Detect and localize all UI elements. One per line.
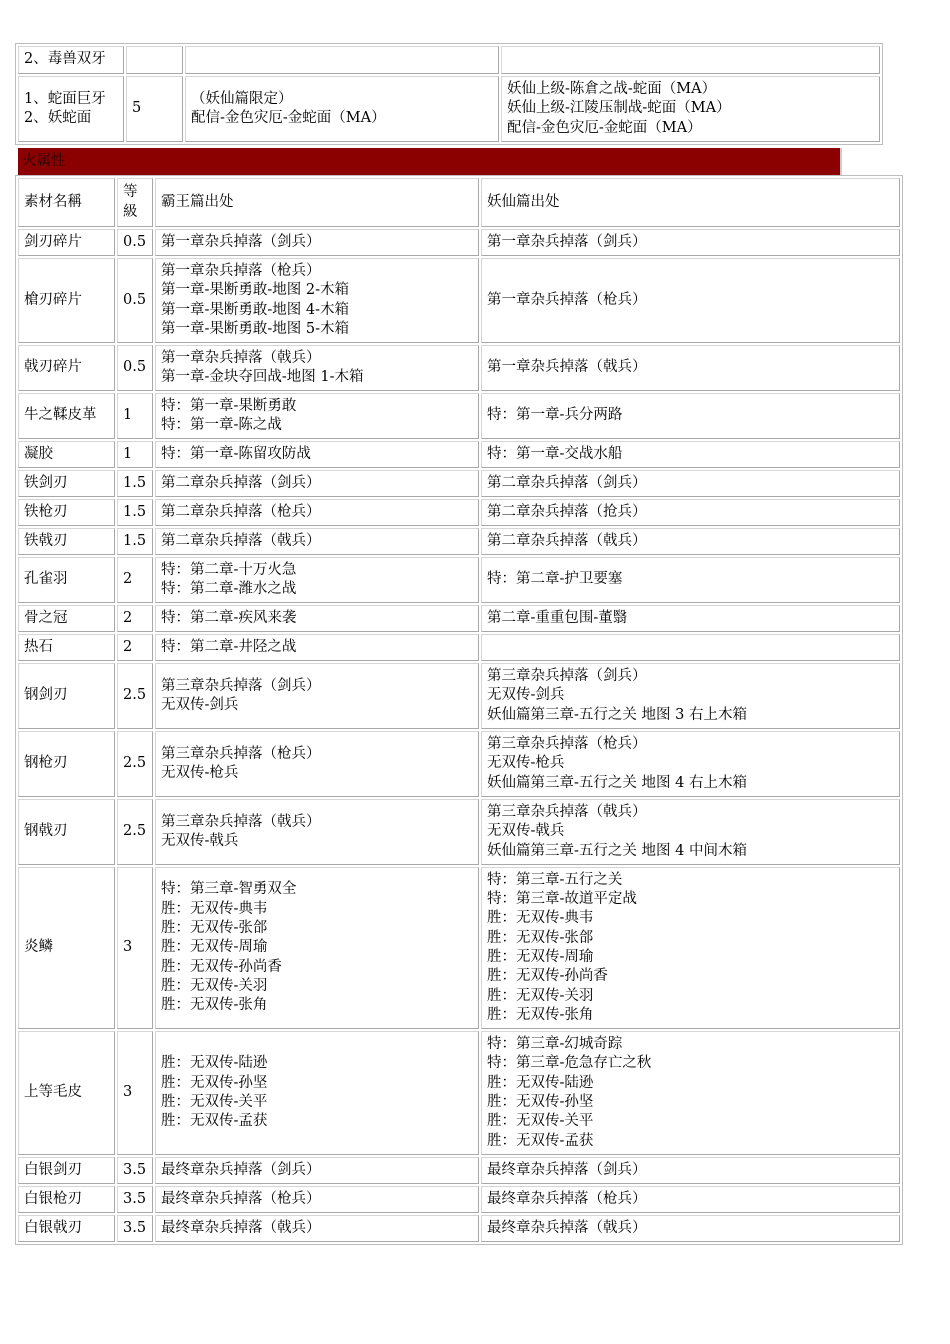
table-row [18, 731, 900, 797]
table-row [18, 258, 900, 343]
haou-source-cell: （妖仙篇限定） 配信-金色灾厄-金蛇面（MA） [185, 76, 499, 142]
yousen-source-cell: 最终章杂兵掉落（戟兵） [481, 1215, 900, 1242]
material-name-cell: 戟刃碎片 [18, 345, 115, 391]
yousen-source-cell: 特：第三章-五行之关 特：第三章-故道平定战 胜：无双传-典韦 胜：无双传-张郃 胜：无双传-周瑜 胜：无双传-孙尚香 胜：无双传-关羽 胜：无双传-张角 [481, 867, 900, 1029]
haou-source-cell: 第二章杂兵掉落（戟兵） [155, 528, 479, 555]
yousen-source-cell: 特：第三章-幻城奇踪 特：第三章-危急存亡之秋 胜：无双传-陆逊 胜：无双传-孙坚 胜：无双传-关平 胜：无双传-孟获 [481, 1031, 900, 1155]
material-name-cell: 白银剑刃 [18, 1157, 115, 1184]
haou-source-cell [185, 46, 499, 74]
material-name-cell: 剑刃碎片 [18, 229, 115, 256]
material-name-cell: 钢枪刃 [18, 731, 115, 797]
table-row [18, 634, 900, 661]
header-name: 素材名稱 [18, 178, 115, 227]
yousen-source-cell [501, 46, 880, 74]
haou-source-cell: 特：第一章-陈留攻防战 [155, 441, 479, 468]
header-yousen: 妖仙篇出处 [481, 178, 900, 227]
table-row [18, 470, 900, 497]
level-cell: 2.5 [117, 663, 153, 729]
yousen-source-cell: 第一章杂兵掉落（剑兵） [481, 229, 900, 256]
material-name-cell: 骨之冠 [18, 605, 115, 632]
table-header-row [18, 178, 900, 227]
table-row [18, 345, 900, 391]
table-row [18, 1215, 900, 1242]
table-row [18, 1031, 900, 1155]
yousen-source-cell: 妖仙上级-陈倉之战-蛇面（MA） 妖仙上级-江陵压制战-蛇面（MA） 配信-金色灾厄-金蛇面（MA） [501, 76, 880, 142]
haou-source-cell: 特：第二章-十万火急 特：第二章-潍水之战 [155, 557, 479, 603]
haou-source-cell: 最终章杂兵掉落（剑兵） [155, 1157, 479, 1184]
level-cell: 3 [117, 867, 153, 1029]
yousen-source-cell: 第二章杂兵掉落（抢兵） [481, 499, 900, 526]
material-name-cell: 牛之鞣皮革 [18, 393, 115, 439]
level-cell: 0.5 [117, 345, 153, 391]
level-cell: 1.5 [117, 499, 153, 526]
header-haou: 霸王篇出处 [155, 178, 479, 227]
material-name-cell: 钢剑刃 [18, 663, 115, 729]
haou-source-cell: 特：第二章-井陉之战 [155, 634, 479, 661]
table-row [18, 76, 880, 142]
material-name-cell: 热石 [18, 634, 115, 661]
haou-source-cell: 第一章杂兵掉落（戟兵） 第一章-金块夺回战-地图 1-木箱 [155, 345, 479, 391]
top-table-body [18, 46, 880, 142]
material-name-cell: 铁剑刃 [18, 470, 115, 497]
haou-source-cell: 特：第二章-疾风来袭 [155, 605, 479, 632]
material-name-cell: 钢戟刃 [18, 799, 115, 865]
haou-source-cell: 最终章杂兵掉落（枪兵） [155, 1186, 479, 1213]
yousen-source-cell: 特：第一章-交战水船 [481, 441, 900, 468]
haou-source-cell: 特：第一章-果断勇敢 特：第一章-陈之战 [155, 393, 479, 439]
table-row [18, 499, 900, 526]
material-name-cell: 白银戟刃 [18, 1215, 115, 1242]
level-cell: 0.5 [117, 258, 153, 343]
fire-material-table [16, 176, 902, 1244]
haou-source-cell: 第三章杂兵掉落（剑兵） 无双传-剑兵 [155, 663, 479, 729]
table-row [18, 557, 900, 603]
level-cell: 2 [117, 605, 153, 632]
haou-source-cell: 最终章杂兵掉落（戟兵） [155, 1215, 479, 1242]
haou-source-cell: 胜：无双传-陆逊 胜：无双传-孙坚 胜：无双传-关平 胜：无双传-孟获 [155, 1031, 479, 1155]
fire-table-body [18, 178, 900, 1242]
level-cell: 1.5 [117, 528, 153, 555]
table-row [18, 663, 900, 729]
haou-source-cell: 第二章杂兵掉落（剑兵） [155, 470, 479, 497]
yousen-source-cell: 第二章杂兵掉落（戟兵） [481, 528, 900, 555]
yousen-source-cell [481, 634, 900, 661]
yousen-source-cell: 特：第一章-兵分两路 [481, 393, 900, 439]
yousen-source-cell: 第二章-重重包围-董翳 [481, 605, 900, 632]
yousen-source-cell: 最终章杂兵掉落（枪兵） [481, 1186, 900, 1213]
level-cell: 3.5 [117, 1215, 153, 1242]
yousen-source-cell: 第一章杂兵掉落（戟兵） [481, 345, 900, 391]
material-name-cell: 槍刃碎片 [18, 258, 115, 343]
top-material-table [16, 44, 882, 144]
yousen-source-cell: 特：第二章-护卫要塞 [481, 557, 900, 603]
level-cell: 2.5 [117, 799, 153, 865]
table-row [18, 867, 900, 1029]
yousen-source-cell: 第三章杂兵掉落（枪兵） 无双传-枪兵 妖仙篇第三章-五行之关 地图 4 右上木箱 [481, 731, 900, 797]
table-row [18, 1186, 900, 1213]
header-level: 等 級 [117, 178, 153, 227]
table-row [18, 1157, 900, 1184]
haou-source-cell: 特：第三章-智勇双全 胜：无双传-典韦 胜：无双传-张郃 胜：无双传-周瑜 胜：无双传-孙尚香 胜：无双传-关羽 胜：无双传-张角 [155, 867, 479, 1029]
level-cell: 2.5 [117, 731, 153, 797]
table-row [18, 528, 900, 555]
level-cell: 2 [117, 634, 153, 661]
table-row [18, 46, 880, 74]
material-name-cell: 炎鳞 [18, 867, 115, 1029]
table-row [18, 441, 900, 468]
material-name-cell: 上等毛皮 [18, 1031, 115, 1155]
material-name-cell: 白银枪刃 [18, 1186, 115, 1213]
level-cell: 3.5 [117, 1157, 153, 1184]
material-name-cell: 铁戟刃 [18, 528, 115, 555]
haou-source-cell: 第三章杂兵掉落（枪兵） 无双传-枪兵 [155, 731, 479, 797]
material-name-cell: 凝胶 [18, 441, 115, 468]
material-name-cell: 孔雀羽 [18, 557, 115, 603]
haou-source-cell: 第一章杂兵掉落（剑兵） [155, 229, 479, 256]
section-title-bar [18, 148, 842, 175]
section-title: 火属性 [22, 153, 66, 169]
haou-source-cell: 第二章杂兵掉落（枪兵） [155, 499, 479, 526]
table-row [18, 605, 900, 632]
yousen-source-cell: 最终章杂兵掉落（剑兵） [481, 1157, 900, 1184]
yousen-source-cell: 第三章杂兵掉落（剑兵） 无双传-剑兵 妖仙篇第三章-五行之关 地图 3 右上木箱 [481, 663, 900, 729]
material-name-cell: 铁枪刃 [18, 499, 115, 526]
level-cell: 3.5 [117, 1186, 153, 1213]
table-row [18, 229, 900, 256]
level-cell: 1.5 [117, 470, 153, 497]
level-cell [126, 46, 183, 74]
level-cell: 5 [126, 76, 183, 142]
table-row [18, 393, 900, 439]
level-cell: 3 [117, 1031, 153, 1155]
haou-source-cell: 第三章杂兵掉落（戟兵） 无双传-戟兵 [155, 799, 479, 865]
yousen-source-cell: 第二章杂兵掉落（剑兵） [481, 470, 900, 497]
table-row [18, 799, 900, 865]
yousen-source-cell: 第三章杂兵掉落（戟兵） 无双传-戟兵 妖仙篇第三章-五行之关 地图 4 中间木箱 [481, 799, 900, 865]
level-cell: 1 [117, 393, 153, 439]
material-name-cell: 2、毒兽双牙 [18, 46, 124, 74]
level-cell: 1 [117, 441, 153, 468]
yousen-source-cell: 第一章杂兵掉落（枪兵） [481, 258, 900, 343]
material-name-cell: 1、蛇面巨牙 2、妖蛇面 [18, 76, 124, 142]
haou-source-cell: 第一章杂兵掉落（枪兵） 第一章-果断勇敢-地图 2-木箱 第一章-果断勇敢-地图 4-木箱 第一章-果断勇敢-地图 5-木箱 [155, 258, 479, 343]
level-cell: 2 [117, 557, 153, 603]
level-cell: 0.5 [117, 229, 153, 256]
